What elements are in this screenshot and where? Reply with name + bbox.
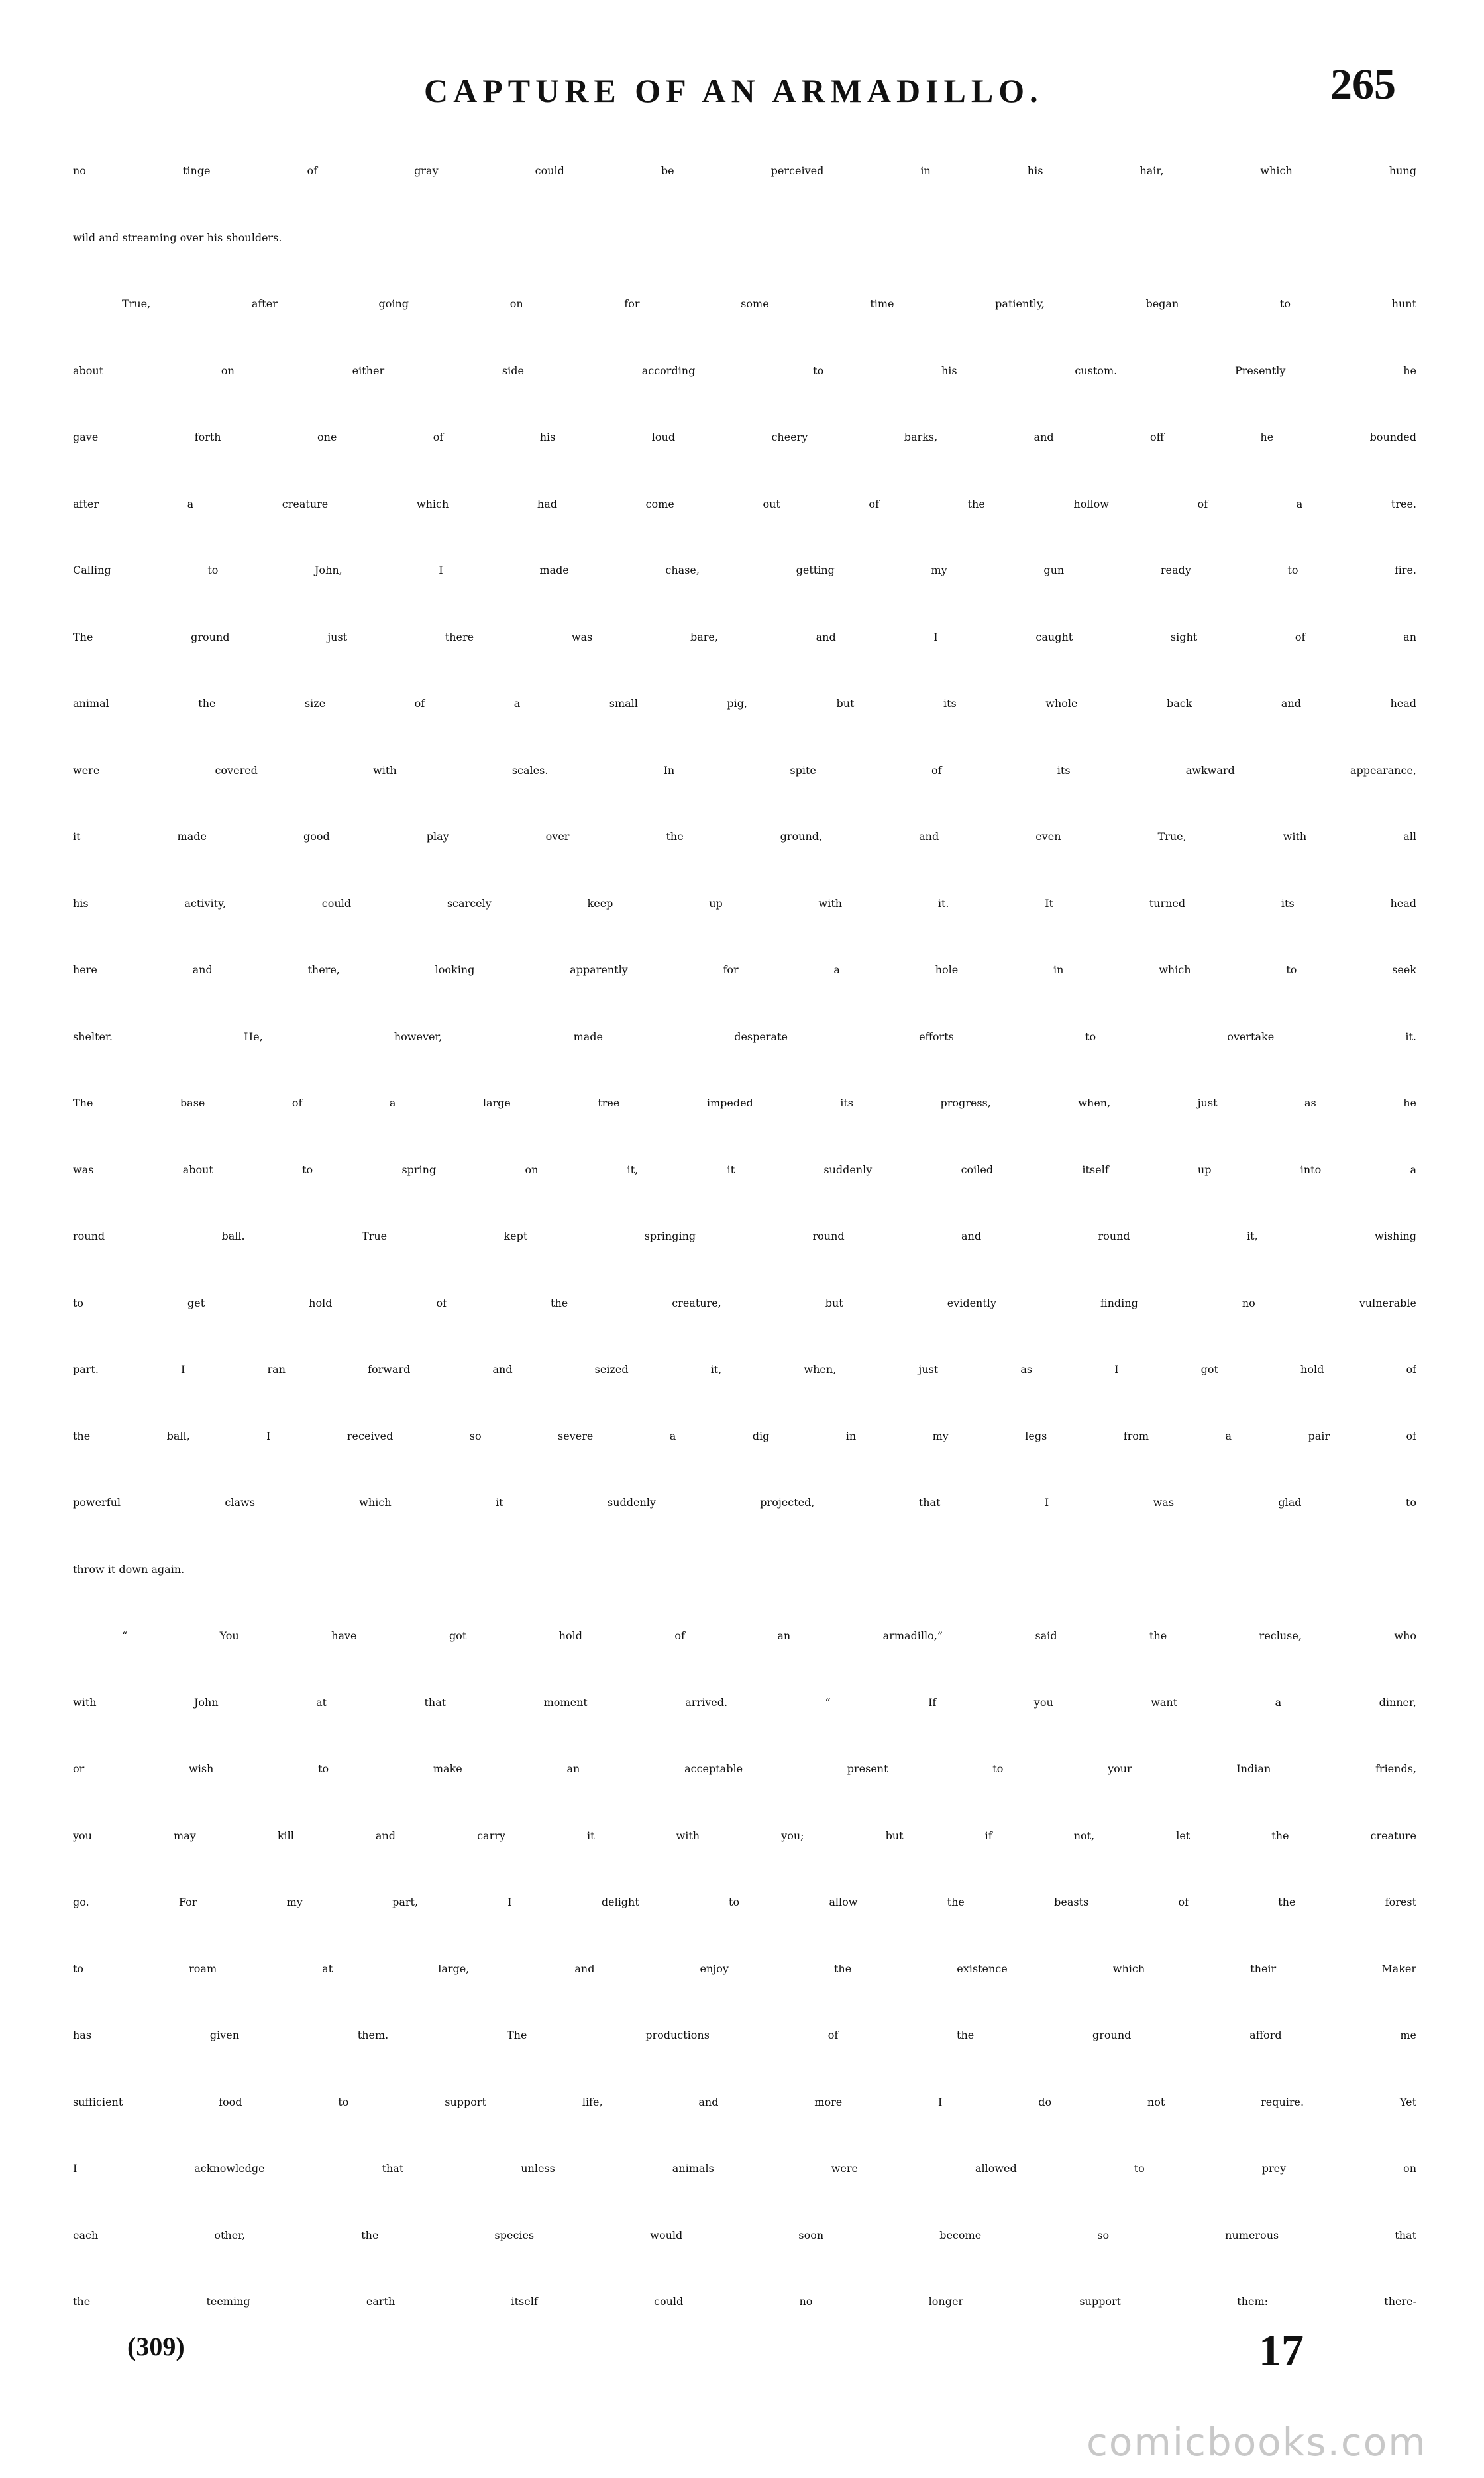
text-line: Calling to John, I made chase, getting my gun ready to fire. — [73, 564, 1416, 576]
text-line: The ground just there was bare, and I caught sight of an — [73, 630, 1416, 643]
text-line: “ You have got hold of an armadillo,” said the recluse, who — [122, 1629, 1416, 1642]
text-line: were covered with scales. In spite of its awkward appearance, — [73, 763, 1416, 777]
text-line: gave forth one of his loud cheery barks, and off he bounded — [73, 431, 1416, 443]
text-line: animal the size of a small pig, but its whole back and head — [73, 697, 1416, 710]
text-line: to roam at large, and enjoy the existence which their Maker — [73, 1962, 1416, 1975]
text-line: you may kill and carry it with you; but if not, let the creature — [73, 1829, 1416, 1842]
signature-mark: (309) — [127, 2332, 185, 2361]
signature-number: 17 — [1259, 2325, 1304, 2375]
text-line: his activity, could scarcely keep up with it. It turned its head — [73, 896, 1416, 910]
text-line: the ball, I received so severe a dig in my legs from a pair of — [73, 1429, 1416, 1442]
text-line: to get hold of the creature, but evidently finding no vulnerable — [73, 1296, 1416, 1309]
text-line: round ball. True kept springing round and round it, wishing — [73, 1230, 1416, 1242]
page-header — [0, 60, 1484, 119]
text-line: throw it down again. — [73, 1562, 185, 1576]
text-line: part. I ran forward and seized it, when, just as I got hold of — [73, 1363, 1416, 1375]
text-line: has given them. The productions of the ground afford me — [73, 2029, 1416, 2041]
text-line: here and there, looking apparently for a hole in which to seek — [73, 963, 1416, 976]
running-head: CAPTURE OF AN ARMADILLO. — [424, 72, 1043, 109]
text-line: it made good play over the ground, and even True, with all — [73, 830, 1416, 843]
text-line: after a creature which had come out of the hollow of a tree. — [73, 497, 1416, 510]
text-line: was about to spring on it, it suddenly coiled itself up into a — [73, 1163, 1416, 1176]
text-line: shelter. He, however, made desperate efforts to overtake it. — [73, 1030, 1416, 1043]
text-line: wild and streaming over his shoulders. — [73, 231, 282, 244]
body-text — [73, 164, 1416, 2362]
text-line: The base of a large tree impeded its progress, when, just as he — [73, 1097, 1416, 1109]
page-number: 265 — [1330, 60, 1396, 109]
text-line: sufficient food to support life, and more I do not require. Yet — [73, 2095, 1416, 2108]
text-line: about on either side according to his custom. Presently he — [73, 364, 1416, 377]
text-line: with John at that moment arrived. “ If you want a dinner, — [73, 1696, 1416, 1709]
text-line: I acknowledge that unless animals were allowed to prey on — [73, 2162, 1416, 2175]
text-line: or wish to make an acceptable present to your Indian friends, — [73, 1762, 1416, 1775]
text-line: no tinge of gray could be perceived in his hair, which hung — [73, 164, 1416, 177]
text-line: powerful claws which it suddenly projected, that I was glad to — [73, 1496, 1416, 1509]
text-line: True, after going on for some time patiently, began to hunt — [122, 297, 1416, 310]
text-line: each other, the species would soon become so numerous that — [73, 2228, 1416, 2241]
text-line: go. For my part, I delight to allow the beasts of the forest — [73, 1896, 1416, 1908]
watermark: comicbooks.com — [1086, 2420, 1427, 2465]
text-line: the teeming earth itself could no longer support them: there- — [73, 2295, 1416, 2308]
